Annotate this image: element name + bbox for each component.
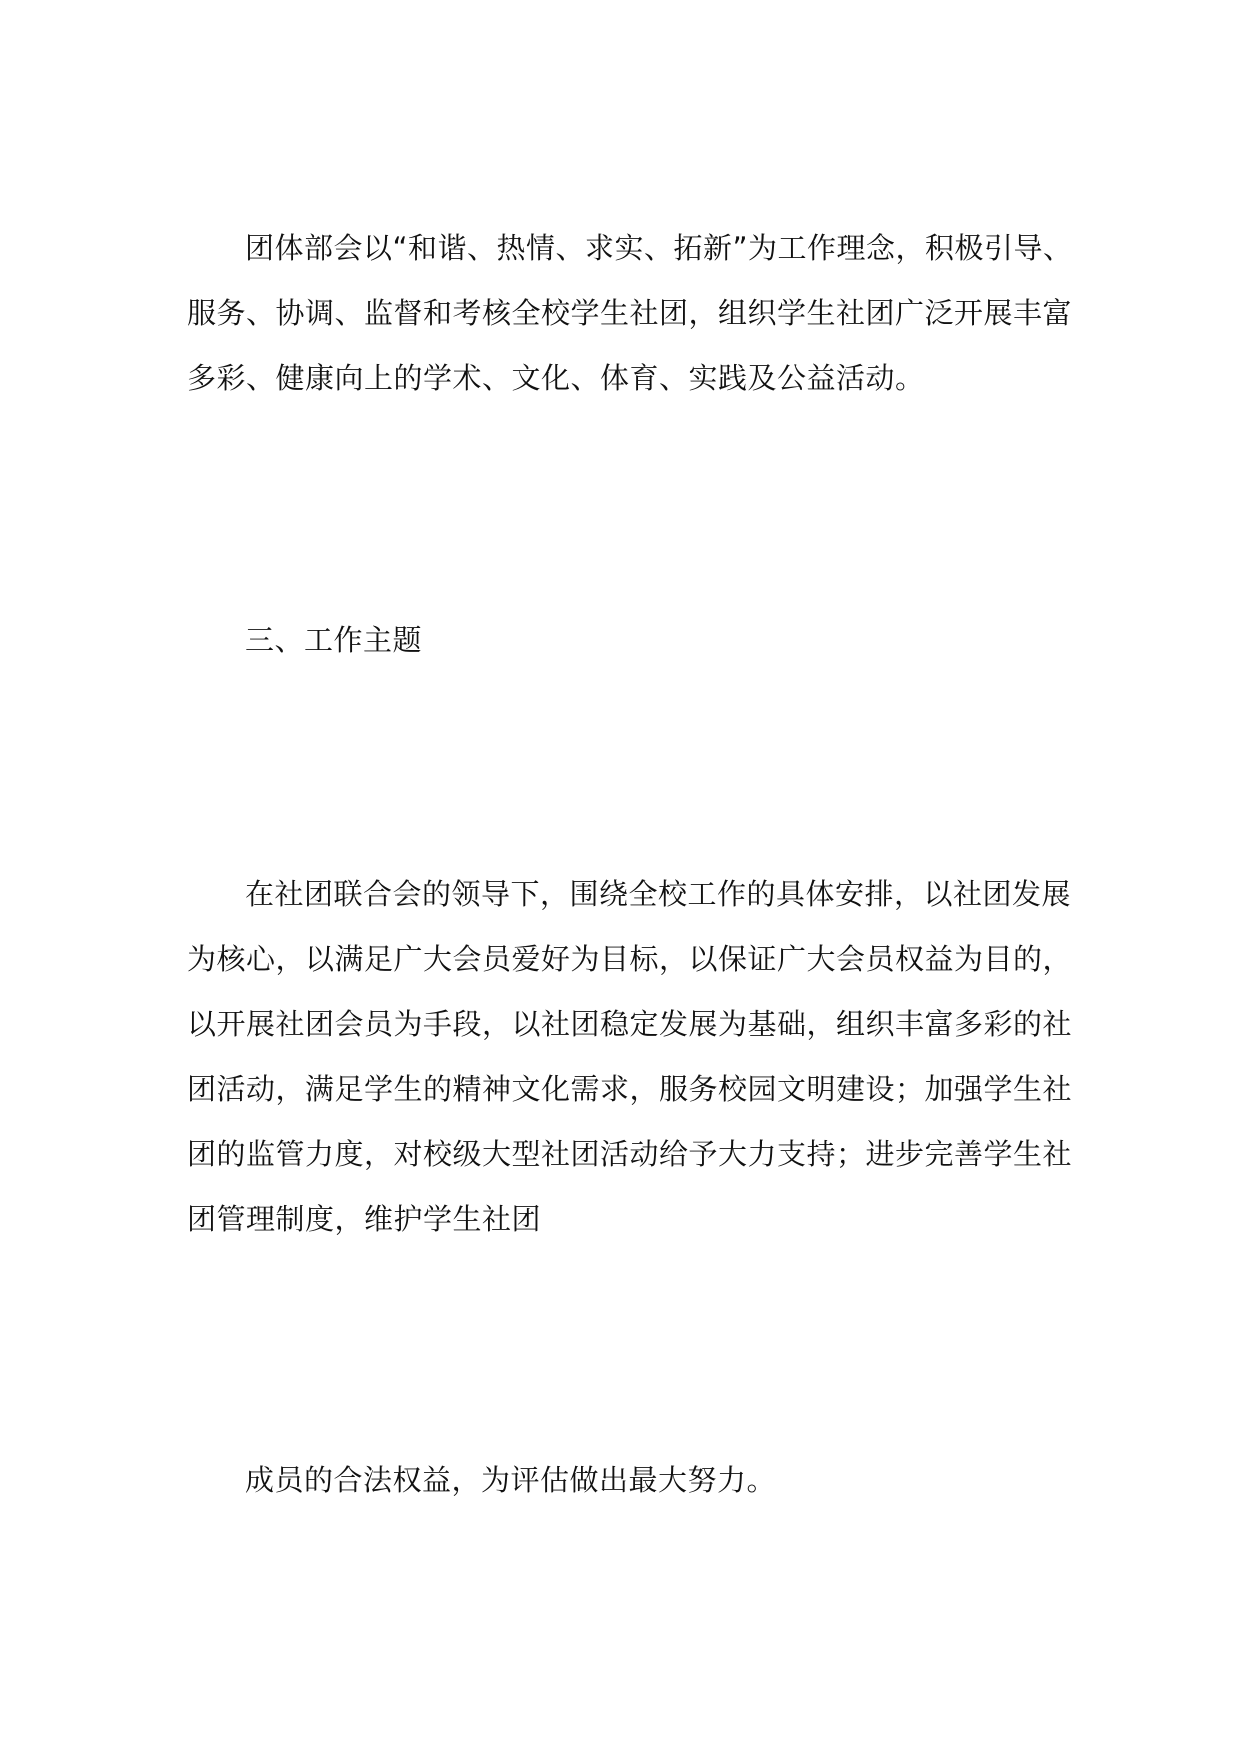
body-paragraph: 成员的合法权益，为评估做出最大努力。 bbox=[245, 1463, 777, 1497]
body-paragraph: 在社团联合会的领导下，围绕全校工作的具体安排，以社团发展为核心，以满足广大会员爱好为目标，以保证广大会员权益为目的，以开展社团会员为手段，以社团稳定发展为基础，组织丰富多彩的社团活动，满足学生的精神文化需求，服务校园文明建设；加强学生社团的监管力度，对校级大型社团活动给予大力支持；进步完善学生社团管理制度，维护学生社团 bbox=[187, 877, 1073, 1236]
section-heading: 三、工作主题 bbox=[245, 623, 423, 657]
body-paragraph: 团体部会以“和谐、热情、求实、拓新”为工作理念，积极引导、服务、协调、监督和考核全校学生社团，组织学生社团广泛开展丰富多彩、健康向上的学术、文化、体育、实践及公益活动。 bbox=[187, 231, 1073, 395]
